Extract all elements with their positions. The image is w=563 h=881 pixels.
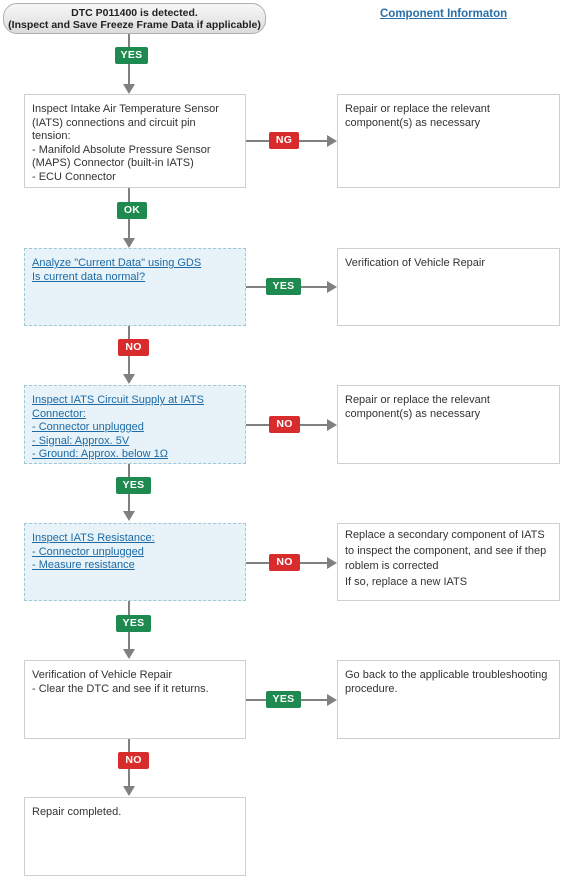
step-4-result-box — [337, 523, 560, 601]
result-line: Repair or replace the relevant — [345, 394, 490, 406]
step-3-box — [24, 385, 246, 464]
yes-badge: YES — [266, 278, 301, 295]
result-line: Verification of Vehicle Repair — [345, 257, 486, 269]
no-badge: NO — [269, 416, 300, 433]
arrow-right-icon — [327, 135, 337, 147]
result-line: component(s) as necessary — [345, 116, 481, 129]
arrow-down-icon — [123, 649, 135, 659]
step-3-link[interactable]: - Signal: Approx. 5V — [32, 434, 130, 447]
arrow-down-icon — [123, 84, 135, 94]
step-4-box — [24, 523, 246, 601]
arrow-right-icon — [327, 557, 337, 569]
component-information-link[interactable]: Component Informaton — [380, 8, 508, 20]
step-1-line: - ECU Connector — [32, 170, 116, 183]
result-line: Go back to the applicable troubleshooting — [345, 669, 548, 681]
step-4-link[interactable]: Inspect IATS Resistance: — [32, 532, 155, 544]
step-4-link[interactable]: - Connector unplugged — [32, 545, 144, 558]
arrow-down-icon — [123, 238, 135, 248]
yes-badge: YES — [116, 477, 151, 494]
step-5-line: - Clear the DTC and see if it returns. — [32, 682, 209, 695]
step-3-link[interactable]: - Connector unplugged — [32, 421, 144, 433]
result-line: If so, replace a new IATS — [345, 575, 468, 588]
arrow-down-icon — [123, 786, 135, 796]
step-2-link[interactable]: Is current data normal? — [32, 270, 146, 283]
no-badge: NO — [118, 339, 149, 356]
step-5-box — [24, 660, 246, 739]
step-5-result-box — [337, 660, 560, 739]
step-2-link[interactable]: Analyze "Current Data" using GDS — [32, 257, 202, 269]
step-1-line: (MAPS) Connector (built-in IATS) — [32, 157, 194, 169]
step-5-line: Verification of Vehicle Repair — [32, 669, 173, 681]
ok-badge: OK — [117, 202, 147, 219]
step-1-line: Inspect Intake Air Temperature Sensor — [32, 103, 219, 115]
step-3-result-box — [337, 385, 560, 464]
step-1-line: - Manifold Absolute Pressure Sensor — [32, 143, 211, 156]
result-line: roblem is corrected — [345, 560, 439, 572]
step-1-line: (IATS) connections and circuit pin — [32, 116, 196, 129]
result-line: component(s) as necessary — [345, 407, 481, 420]
result-line: procedure. — [345, 682, 398, 695]
arrow-down-icon — [123, 374, 135, 384]
step-2-box — [24, 248, 246, 326]
final-text: Repair completed. — [32, 806, 122, 818]
step-1-result-box — [337, 94, 560, 188]
yes-badge: YES — [266, 691, 301, 708]
no-badge: NO — [118, 752, 149, 769]
step-1-line: tension: — [32, 130, 71, 142]
final-box — [24, 797, 246, 876]
ng-badge: NG — [269, 132, 299, 149]
step-3-link[interactable]: Connector: — [32, 407, 86, 420]
no-badge: NO — [269, 554, 300, 571]
step-3-link[interactable]: Inspect IATS Circuit Supply at IATS — [32, 394, 204, 406]
arrow-right-icon — [327, 281, 337, 293]
start-line-2: (Inspect and Save Freeze Frame Data if applicable) — [8, 19, 261, 31]
arrow-right-icon — [327, 694, 337, 706]
result-line: Repair or replace the relevant — [345, 103, 490, 115]
step-1-box — [24, 94, 246, 188]
yes-badge: YES — [116, 615, 151, 632]
arrow-down-icon — [123, 511, 135, 521]
result-line: Replace a secondary component of IATS — [345, 529, 545, 541]
arrow-right-icon — [327, 419, 337, 431]
result-line: to inspect the component, and see if thep — [345, 544, 547, 557]
step-3-link[interactable]: - Ground: Approx. below 1Ω — [32, 448, 169, 460]
yes-badge: YES — [115, 47, 148, 64]
start-line-1: DTC P011400 is detected. — [71, 7, 198, 19]
step-2-result-box — [337, 248, 560, 326]
start-node — [3, 3, 266, 34]
step-4-link[interactable]: - Measure resistance — [32, 559, 135, 571]
